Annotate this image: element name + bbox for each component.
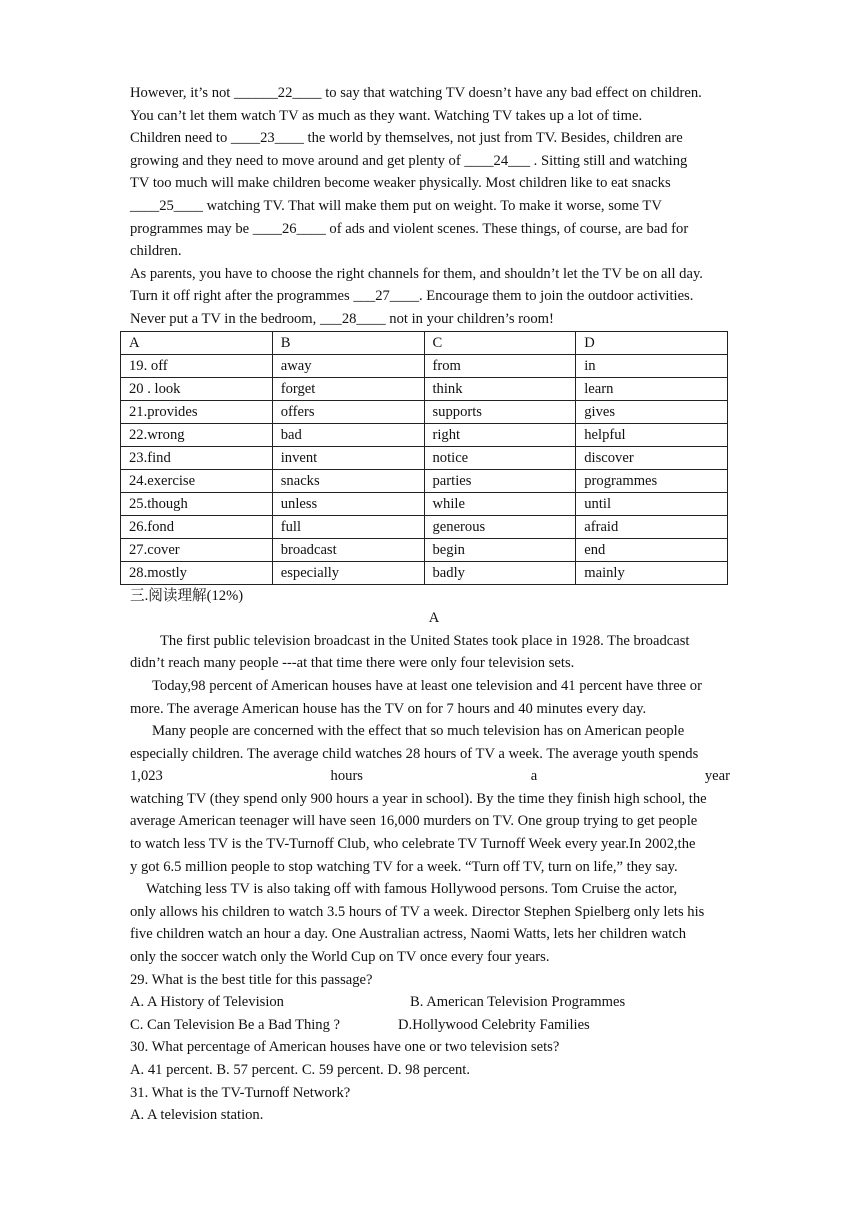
table-header-cell: D <box>576 331 728 354</box>
passage-line: five children watch an hour a day. One Australian actress, Naomi Watts, lets her children watch <box>130 926 687 943</box>
passage-line: Today,98 percent of American houses have at least one television and 41 percent have three or <box>152 677 702 694</box>
option-a[interactable]: A. A television station. <box>130 1107 264 1124</box>
cloze-line: programmes may be ____26____ of ads and violent scenes. These things, of course, are bad for <box>130 220 689 237</box>
table-cell: forget <box>272 377 424 400</box>
passage-word: 1,023 <box>130 768 163 785</box>
cloze-line: However, it’s not ______22____ to say that watching TV doesn’t have any bad effect on children. <box>130 85 702 101</box>
passage-line: didn’t reach many people ---at that time there were only four television sets. <box>130 655 575 672</box>
passage-line <box>130 765 730 788</box>
table-cell: badly <box>424 561 576 584</box>
table-cell: end <box>576 538 728 561</box>
table-header-cell: C <box>424 331 576 354</box>
question-options <box>130 1014 738 1037</box>
table-cell: afraid <box>576 515 728 538</box>
table-row <box>121 515 728 538</box>
document-page <box>130 82 738 1127</box>
cloze-line: TV too much will make children become weaker physically. Most children like to eat snacks <box>130 175 671 192</box>
table-cell: bad <box>272 423 424 446</box>
question-options <box>130 991 738 1014</box>
table-cell: 27.cover <box>121 538 273 561</box>
table-cell: 19. off <box>121 354 273 377</box>
cloze-line: You can’t let them watch TV as much as they want. Watching TV takes up a lot of time. <box>130 107 643 124</box>
passage-line: y got 6.5 million people to stop watching TV for a week. “Turn off TV, turn on life,” they say. <box>130 858 678 875</box>
passage-line: only allows his children to watch 3.5 hours of TV a week. Director Stephen Spielberg only lets his <box>130 903 705 920</box>
table-cell: broadcast <box>272 538 424 561</box>
option-a[interactable]: A. A History of Television <box>130 994 284 1011</box>
table-cell: begin <box>424 538 576 561</box>
passage-line: to watch less TV is the TV-Turnoff Club, who celebrate TV Turnoff Week every year.In 2002,the <box>130 836 696 853</box>
table-cell: unless <box>272 492 424 515</box>
table-cell: supports <box>424 400 576 423</box>
option-b[interactable]: B. American Television Programmes <box>410 994 626 1011</box>
question-text: 30. What percentage of American houses have one or two television sets? <box>130 1039 560 1056</box>
cloze-line: growing and they need to move around and get plenty of ____24___ . Sitting still and watching <box>130 152 688 169</box>
option-c[interactable]: C. Can Television Be a Bad Thing ? <box>130 1016 341 1033</box>
table-cell: 20 . look <box>121 377 273 400</box>
table-header-row <box>121 331 728 354</box>
passage-line: Watching less TV is also taking off with famous Hollywood persons. Tom Cruise the actor, <box>146 881 678 898</box>
passage-line: The first public television broadcast in the United States took place in 1928. The broadcast <box>160 632 690 649</box>
passage-line: average American teenager will have seen 16,000 murders on TV. One group trying to get people <box>130 813 698 830</box>
table-cell: from <box>424 354 576 377</box>
table-cell: 25.though <box>121 492 273 515</box>
table-cell: helpful <box>576 423 728 446</box>
table-cell: until <box>576 492 728 515</box>
table-cell: think <box>424 377 576 400</box>
table-cell: 28.mostly <box>121 561 273 584</box>
table-cell: parties <box>424 469 576 492</box>
options-table <box>120 331 728 585</box>
question-options[interactable]: A. 41 percent. B. 57 percent. C. 59 percent. D. 98 percent. <box>130 1062 471 1078</box>
cloze-passage <box>130 82 738 331</box>
passage-line: only the soccer watch only the World Cup on TV once every four years. <box>130 949 550 966</box>
table-cell: especially <box>272 561 424 584</box>
table-row <box>121 469 728 492</box>
table-cell: programmes <box>576 469 728 492</box>
table-cell: mainly <box>576 561 728 584</box>
table-cell: full <box>272 515 424 538</box>
option-d[interactable]: D.Hollywood Celebrity Families <box>398 1016 590 1033</box>
cloze-line: children. <box>130 243 182 260</box>
question-text: 31. What is the TV-Turnoff Network? <box>130 1084 351 1101</box>
table-row <box>121 377 728 400</box>
passage-word: a <box>530 768 538 785</box>
cloze-line: Children need to ____23____ the world by themselves, not just from TV. Besides, children are <box>130 130 683 147</box>
table-header-cell: A <box>121 331 273 354</box>
table-cell: invent <box>272 446 424 469</box>
table-cell: gives <box>576 400 728 423</box>
section-heading: 三.阅读理解(12%) <box>130 587 244 604</box>
cloze-line: Never put a TV in the bedroom, ___28____ not in your children’s room! <box>130 310 554 327</box>
table-row <box>121 561 728 584</box>
table-row <box>121 492 728 515</box>
table-cell: offers <box>272 400 424 423</box>
table-cell: right <box>424 423 576 446</box>
table-cell: discover <box>576 446 728 469</box>
table-cell: 26.fond <box>121 515 273 538</box>
table-cell: away <box>272 354 424 377</box>
passage-line: especially children. The average child watches 28 hours of TV a week. The average youth spends <box>130 745 699 762</box>
table-row <box>121 400 728 423</box>
cloze-line: ____25____ watching TV. That will make them put on weight. To make it worse, some TV <box>130 197 662 214</box>
table-row <box>121 446 728 469</box>
passage-word: hours <box>330 768 363 785</box>
table-cell: 24.exercise <box>121 469 273 492</box>
table-cell: 23.find <box>121 446 273 469</box>
passage-label: A <box>428 610 440 627</box>
table-cell: while <box>424 492 576 515</box>
table-cell: 21.provides <box>121 400 273 423</box>
table-cell: 22.wrong <box>121 423 273 446</box>
passage-line: watching TV (they spend only 900 hours a year in school). By the time they finish high school, the <box>130 790 707 807</box>
questions <box>130 969 738 1127</box>
table-header-cell: B <box>272 331 424 354</box>
cloze-line: Turn it off right after the programmes ___27____. Encourage them to join the outdoor activities. <box>130 288 694 305</box>
table-row <box>121 538 728 561</box>
passage-word: year <box>704 768 730 785</box>
reading-passage <box>130 630 738 969</box>
table-cell: generous <box>424 515 576 538</box>
question-text: 29. What is the best title for this passage? <box>130 971 373 988</box>
table-row <box>121 354 728 377</box>
table-cell: notice <box>424 446 576 469</box>
passage-line: more. The average American house has the TV on for 7 hours and 40 minutes every day. <box>130 700 647 717</box>
cloze-line: As parents, you have to choose the right channels for them, and shouldn’t let the TV be on all day. <box>130 265 703 282</box>
table-row <box>121 423 728 446</box>
table-cell: snacks <box>272 469 424 492</box>
table-cell: learn <box>576 377 728 400</box>
passage-line: Many people are concerned with the effect that so much television has on American people <box>152 723 685 740</box>
table-cell: in <box>576 354 728 377</box>
